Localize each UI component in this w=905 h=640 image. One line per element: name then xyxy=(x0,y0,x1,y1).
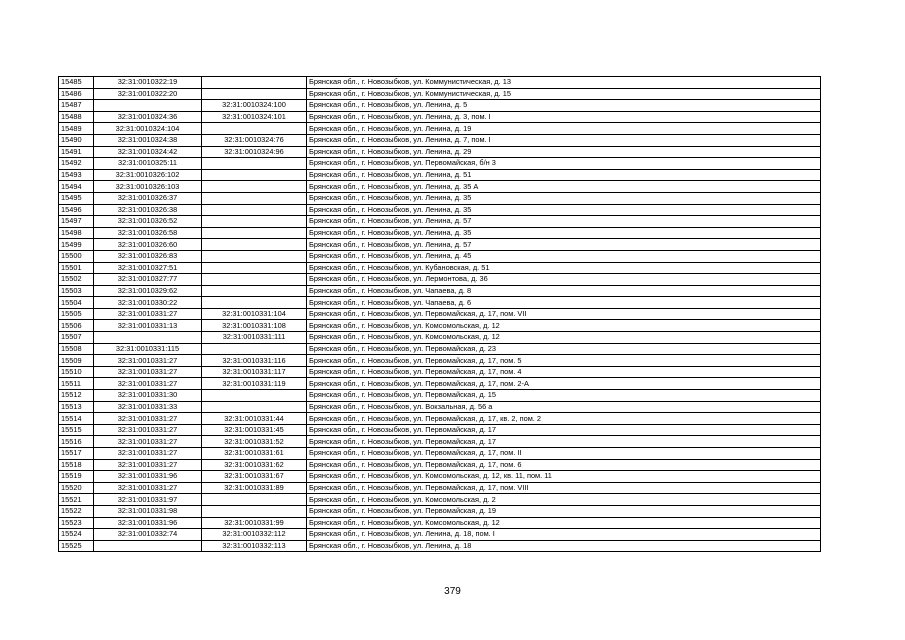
related-cadastral-number-cell: 32:31:0010331:117 xyxy=(202,366,307,378)
related-cadastral-number-cell: 32:31:0010331:99 xyxy=(202,517,307,529)
row-number-cell: 15488 xyxy=(59,111,94,123)
table-row xyxy=(59,250,821,262)
related-cadastral-number-cell: 32:31:0010324:101 xyxy=(202,111,307,123)
table-row xyxy=(59,448,821,460)
address-cell: Брянская обл., г. Новозыбков, ул. Первомайская, д. 17 xyxy=(307,424,821,436)
row-number-cell: 15525 xyxy=(59,540,94,552)
table-row xyxy=(59,366,821,378)
table-row xyxy=(59,297,821,309)
row-number-cell: 15505 xyxy=(59,308,94,320)
row-number-cell: 15487 xyxy=(59,100,94,112)
table-row xyxy=(59,274,821,286)
row-number-cell: 15501 xyxy=(59,262,94,274)
row-number-cell: 15522 xyxy=(59,505,94,517)
address-cell: Брянская обл., г. Новозыбков, ул. Первомайская, д. 17, пом. VII xyxy=(307,308,821,320)
related-cadastral-number-cell xyxy=(202,123,307,135)
table-row xyxy=(59,308,821,320)
related-cadastral-number-cell: 32:31:0010331:104 xyxy=(202,308,307,320)
related-cadastral-number-cell: 32:31:0010331:44 xyxy=(202,413,307,425)
related-cadastral-number-cell xyxy=(202,401,307,413)
address-cell: Брянская обл., г. Новозыбков, ул. Ленина, д. 51 xyxy=(307,169,821,181)
cadastral-number-cell: 32:31:0010331:33 xyxy=(94,401,202,413)
registry-table-body xyxy=(59,77,821,552)
table-row xyxy=(59,355,821,367)
address-cell: Брянская обл., г. Новозыбков, ул. Первомайская, д. 17, пом. 4 xyxy=(307,366,821,378)
address-cell: Брянская обл., г. Новозыбков, ул. Первомайская, б/н 3 xyxy=(307,158,821,170)
related-cadastral-number-cell xyxy=(202,285,307,297)
related-cadastral-number-cell: 32:31:0010324:96 xyxy=(202,146,307,158)
address-cell: Брянская обл., г. Новозыбков, ул. Комсомольская, д. 12, кв. 11, пом. 11 xyxy=(307,471,821,483)
row-number-cell: 15510 xyxy=(59,366,94,378)
cadastral-number-cell: 32:31:0010331:96 xyxy=(94,471,202,483)
related-cadastral-number-cell: 32:31:0010331:119 xyxy=(202,378,307,390)
address-cell: Брянская обл., г. Новозыбков, ул. Ленина, д. 18, пом. I xyxy=(307,529,821,541)
related-cadastral-number-cell: 32:31:0010331:52 xyxy=(202,436,307,448)
table-row xyxy=(59,390,821,402)
cadastral-number-cell: 32:31:0010331:27 xyxy=(94,308,202,320)
cadastral-number-cell: 32:31:0010326:58 xyxy=(94,227,202,239)
page-number: 379 xyxy=(444,586,461,597)
related-cadastral-number-cell xyxy=(202,262,307,274)
table-row xyxy=(59,239,821,251)
table-row xyxy=(59,158,821,170)
address-cell: Брянская обл., г. Новозыбков, ул. Коммунистическая, д. 13 xyxy=(307,77,821,89)
address-cell: Брянская обл., г. Новозыбков, ул. Чапаева, д. 8 xyxy=(307,285,821,297)
address-cell: Брянская обл., г. Новозыбков, ул. Ленина, д. 35 А xyxy=(307,181,821,193)
cadastral-number-cell: 32:31:0010327:51 xyxy=(94,262,202,274)
address-cell: Брянская обл., г. Новозыбков, ул. Ленина, д. 19 xyxy=(307,123,821,135)
related-cadastral-number-cell xyxy=(202,158,307,170)
table-row xyxy=(59,378,821,390)
row-number-cell: 15520 xyxy=(59,482,94,494)
table-row xyxy=(59,505,821,517)
address-cell: Брянская обл., г. Новозыбков, ул. Кубановская, д. 51 xyxy=(307,262,821,274)
cadastral-number-cell: 32:31:0010324:104 xyxy=(94,123,202,135)
row-number-cell: 15485 xyxy=(59,77,94,89)
cadastral-number-cell: 32:31:0010331:97 xyxy=(94,494,202,506)
related-cadastral-number-cell xyxy=(202,169,307,181)
table-row xyxy=(59,216,821,228)
related-cadastral-number-cell xyxy=(202,192,307,204)
row-number-cell: 15516 xyxy=(59,436,94,448)
related-cadastral-number-cell xyxy=(202,390,307,402)
address-cell: Брянская обл., г. Новозыбков, ул. Коммунистическая, д. 15 xyxy=(307,88,821,100)
cadastral-number-cell: 32:31:0010327:77 xyxy=(94,274,202,286)
row-number-cell: 15490 xyxy=(59,134,94,146)
related-cadastral-number-cell xyxy=(202,239,307,251)
cadastral-number-cell: 32:31:0010331:98 xyxy=(94,505,202,517)
table-row xyxy=(59,77,821,89)
table-row xyxy=(59,146,821,158)
cadastral-number-cell: 32:31:0010324:36 xyxy=(94,111,202,123)
address-cell: Брянская обл., г. Новозыбков, ул. Первомайская, д. 15 xyxy=(307,390,821,402)
table-row xyxy=(59,413,821,425)
row-number-cell: 15495 xyxy=(59,192,94,204)
related-cadastral-number-cell: 32:31:0010331:61 xyxy=(202,448,307,460)
address-cell: Брянская обл., г. Новозыбков, ул. Первомайская, д. 19 xyxy=(307,505,821,517)
address-cell: Брянская обл., г. Новозыбков, ул. Ленина, д. 57 xyxy=(307,239,821,251)
related-cadastral-number-cell: 32:31:0010331:67 xyxy=(202,471,307,483)
cadastral-number-cell: 32:31:0010331:27 xyxy=(94,378,202,390)
cadastral-number-cell: 32:31:0010326:103 xyxy=(94,181,202,193)
cadastral-number-cell: 32:31:0010325:11 xyxy=(94,158,202,170)
table-row xyxy=(59,285,821,297)
row-number-cell: 15519 xyxy=(59,471,94,483)
table-row xyxy=(59,169,821,181)
row-number-cell: 15493 xyxy=(59,169,94,181)
table-row xyxy=(59,134,821,146)
address-cell: Брянская обл., г. Новозыбков, ул. Ленина, д. 7, пом. I xyxy=(307,134,821,146)
cadastral-number-cell: 32:31:0010331:30 xyxy=(94,390,202,402)
row-number-cell: 15489 xyxy=(59,123,94,135)
table-row xyxy=(59,424,821,436)
row-number-cell: 15506 xyxy=(59,320,94,332)
cadastral-number-cell xyxy=(94,332,202,344)
related-cadastral-number-cell: 32:31:0010331:111 xyxy=(202,332,307,344)
related-cadastral-number-cell xyxy=(202,181,307,193)
cadastral-number-cell: 32:31:0010330:22 xyxy=(94,297,202,309)
related-cadastral-number-cell xyxy=(202,505,307,517)
table-row xyxy=(59,88,821,100)
row-number-cell: 15517 xyxy=(59,448,94,460)
cadastral-number-cell: 32:31:0010332:74 xyxy=(94,529,202,541)
cadastral-number-cell: 32:31:0010331:27 xyxy=(94,366,202,378)
related-cadastral-number-cell xyxy=(202,250,307,262)
address-cell: Брянская обл., г. Новозыбков, ул. Ленина, д. 45 xyxy=(307,250,821,262)
row-number-cell: 15524 xyxy=(59,529,94,541)
address-cell: Брянская обл., г. Новозыбков, ул. Первомайская, д. 17, пом. 6 xyxy=(307,459,821,471)
address-cell: Брянская обл., г. Новозыбков, ул. Первомайская, д. 17, пом. VIII xyxy=(307,482,821,494)
address-cell: Брянская обл., г. Новозыбков, ул. Первомайская, д. 17, пом. 2-А xyxy=(307,378,821,390)
cadastral-number-cell: 32:31:0010331:115 xyxy=(94,343,202,355)
table-row xyxy=(59,343,821,355)
cadastral-number-cell: 32:31:0010329:62 xyxy=(94,285,202,297)
table-row xyxy=(59,494,821,506)
row-number-cell: 15515 xyxy=(59,424,94,436)
row-number-cell: 15507 xyxy=(59,332,94,344)
row-number-cell: 15513 xyxy=(59,401,94,413)
address-cell: Брянская обл., г. Новозыбков, ул. Первомайская, д. 17, кв. 2, пом. 2 xyxy=(307,413,821,425)
related-cadastral-number-cell xyxy=(202,204,307,216)
related-cadastral-number-cell xyxy=(202,343,307,355)
related-cadastral-number-cell xyxy=(202,297,307,309)
cadastral-number-cell: 32:31:0010326:60 xyxy=(94,239,202,251)
related-cadastral-number-cell: 32:31:0010324:100 xyxy=(202,100,307,112)
address-cell: Брянская обл., г. Новозыбков, ул. Ленина, д. 57 xyxy=(307,216,821,228)
row-number-cell: 15518 xyxy=(59,459,94,471)
row-number-cell: 15498 xyxy=(59,227,94,239)
table-row xyxy=(59,181,821,193)
address-cell: Брянская обл., г. Новозыбков, ул. Первомайская, д. 17 xyxy=(307,436,821,448)
address-cell: Брянская обл., г. Новозыбков, ул. Первомайская, д. 17, пом. II xyxy=(307,448,821,460)
row-number-cell: 15514 xyxy=(59,413,94,425)
table-row xyxy=(59,332,821,344)
related-cadastral-number-cell: 32:31:0010331:108 xyxy=(202,320,307,332)
cadastral-number-cell: 32:31:0010324:38 xyxy=(94,134,202,146)
table-row xyxy=(59,471,821,483)
table-row xyxy=(59,192,821,204)
address-cell: Брянская обл., г. Новозыбков, ул. Комсомольская, д. 2 xyxy=(307,494,821,506)
related-cadastral-number-cell: 32:31:0010331:62 xyxy=(202,459,307,471)
related-cadastral-number-cell: 32:31:0010331:45 xyxy=(202,424,307,436)
table-row xyxy=(59,436,821,448)
address-cell: Брянская обл., г. Новозыбков, ул. Ленина, д. 35 xyxy=(307,227,821,239)
row-number-cell: 15497 xyxy=(59,216,94,228)
address-cell: Брянская обл., г. Новозыбков, ул. Ленина, д. 35 xyxy=(307,204,821,216)
related-cadastral-number-cell: 32:31:0010324:76 xyxy=(202,134,307,146)
related-cadastral-number-cell xyxy=(202,227,307,239)
address-cell: Брянская обл., г. Новозыбков, ул. Вокзальная, д. 56 а xyxy=(307,401,821,413)
cadastral-number-cell: 32:31:0010326:102 xyxy=(94,169,202,181)
cadastral-number-cell xyxy=(94,540,202,552)
related-cadastral-number-cell xyxy=(202,216,307,228)
row-number-cell: 15499 xyxy=(59,239,94,251)
cadastral-number-cell: 32:31:0010331:13 xyxy=(94,320,202,332)
address-cell: Брянская обл., г. Новозыбков, ул. Ленина, д. 29 xyxy=(307,146,821,158)
table-row xyxy=(59,540,821,552)
address-cell: Брянская обл., г. Новозыбков, ул. Ленина, д. 3, пом. I xyxy=(307,111,821,123)
table-row xyxy=(59,227,821,239)
address-cell: Брянская обл., г. Новозыбков, ул. Первомайская, д. 23 xyxy=(307,343,821,355)
cadastral-number-cell: 32:31:0010326:52 xyxy=(94,216,202,228)
cadastral-number-cell: 32:31:0010331:27 xyxy=(94,355,202,367)
row-number-cell: 15511 xyxy=(59,378,94,390)
table-row xyxy=(59,401,821,413)
address-cell: Брянская обл., г. Новозыбков, ул. Ленина, д. 35 xyxy=(307,192,821,204)
cadastral-number-cell: 32:31:0010324:42 xyxy=(94,146,202,158)
address-cell: Брянская обл., г. Новозыбков, ул. Лермонтова, д. 36 xyxy=(307,274,821,286)
table-row xyxy=(59,123,821,135)
registry-table xyxy=(58,76,821,552)
row-number-cell: 15509 xyxy=(59,355,94,367)
row-number-cell: 15504 xyxy=(59,297,94,309)
related-cadastral-number-cell xyxy=(202,274,307,286)
row-number-cell: 15521 xyxy=(59,494,94,506)
address-cell: Брянская обл., г. Новозыбков, ул. Комсомольская, д. 12 xyxy=(307,332,821,344)
cadastral-number-cell: 32:31:0010326:37 xyxy=(94,192,202,204)
cadastral-number-cell: 32:31:0010331:27 xyxy=(94,482,202,494)
table-row xyxy=(59,262,821,274)
related-cadastral-number-cell: 32:31:0010332:112 xyxy=(202,529,307,541)
row-number-cell: 15503 xyxy=(59,285,94,297)
row-number-cell: 15502 xyxy=(59,274,94,286)
table-row xyxy=(59,529,821,541)
table-row xyxy=(59,111,821,123)
table-row xyxy=(59,100,821,112)
cadastral-number-cell: 32:31:0010331:27 xyxy=(94,448,202,460)
table-row xyxy=(59,204,821,216)
address-cell: Брянская обл., г. Новозыбков, ул. Первомайская, д. 17, пом. 5 xyxy=(307,355,821,367)
table-row xyxy=(59,482,821,494)
address-cell: Брянская обл., г. Новозыбков, ул. Чапаева, д. 6 xyxy=(307,297,821,309)
row-number-cell: 15508 xyxy=(59,343,94,355)
address-cell: Брянская обл., г. Новозыбков, ул. Ленина, д. 18 xyxy=(307,540,821,552)
cadastral-number-cell: 32:31:0010331:96 xyxy=(94,517,202,529)
cadastral-number-cell: 32:31:0010322:19 xyxy=(94,77,202,89)
related-cadastral-number-cell xyxy=(202,88,307,100)
related-cadastral-number-cell xyxy=(202,494,307,506)
row-number-cell: 15500 xyxy=(59,250,94,262)
cadastral-number-cell xyxy=(94,100,202,112)
cadastral-number-cell: 32:31:0010331:27 xyxy=(94,436,202,448)
row-number-cell: 15492 xyxy=(59,158,94,170)
cadastral-number-cell: 32:31:0010331:27 xyxy=(94,424,202,436)
cadastral-number-cell: 32:31:0010322:20 xyxy=(94,88,202,100)
table-row xyxy=(59,459,821,471)
row-number-cell: 15494 xyxy=(59,181,94,193)
related-cadastral-number-cell: 32:31:0010331:116 xyxy=(202,355,307,367)
address-cell: Брянская обл., г. Новозыбков, ул. Ленина, д. 5 xyxy=(307,100,821,112)
related-cadastral-number-cell: 32:31:0010331:89 xyxy=(202,482,307,494)
address-cell: Брянская обл., г. Новозыбков, ул. Комсомольская, д. 12 xyxy=(307,320,821,332)
related-cadastral-number-cell: 32:31:0010332:113 xyxy=(202,540,307,552)
row-number-cell: 15496 xyxy=(59,204,94,216)
cadastral-number-cell: 32:31:0010331:27 xyxy=(94,413,202,425)
address-cell: Брянская обл., г. Новозыбков, ул. Комсомольская, д. 12 xyxy=(307,517,821,529)
table-row xyxy=(59,320,821,332)
row-number-cell: 15486 xyxy=(59,88,94,100)
row-number-cell: 15512 xyxy=(59,390,94,402)
cadastral-number-cell: 32:31:0010326:83 xyxy=(94,250,202,262)
row-number-cell: 15523 xyxy=(59,517,94,529)
cadastral-number-cell: 32:31:0010331:27 xyxy=(94,459,202,471)
related-cadastral-number-cell xyxy=(202,77,307,89)
row-number-cell: 15491 xyxy=(59,146,94,158)
table-row xyxy=(59,517,821,529)
cadastral-number-cell: 32:31:0010326:38 xyxy=(94,204,202,216)
